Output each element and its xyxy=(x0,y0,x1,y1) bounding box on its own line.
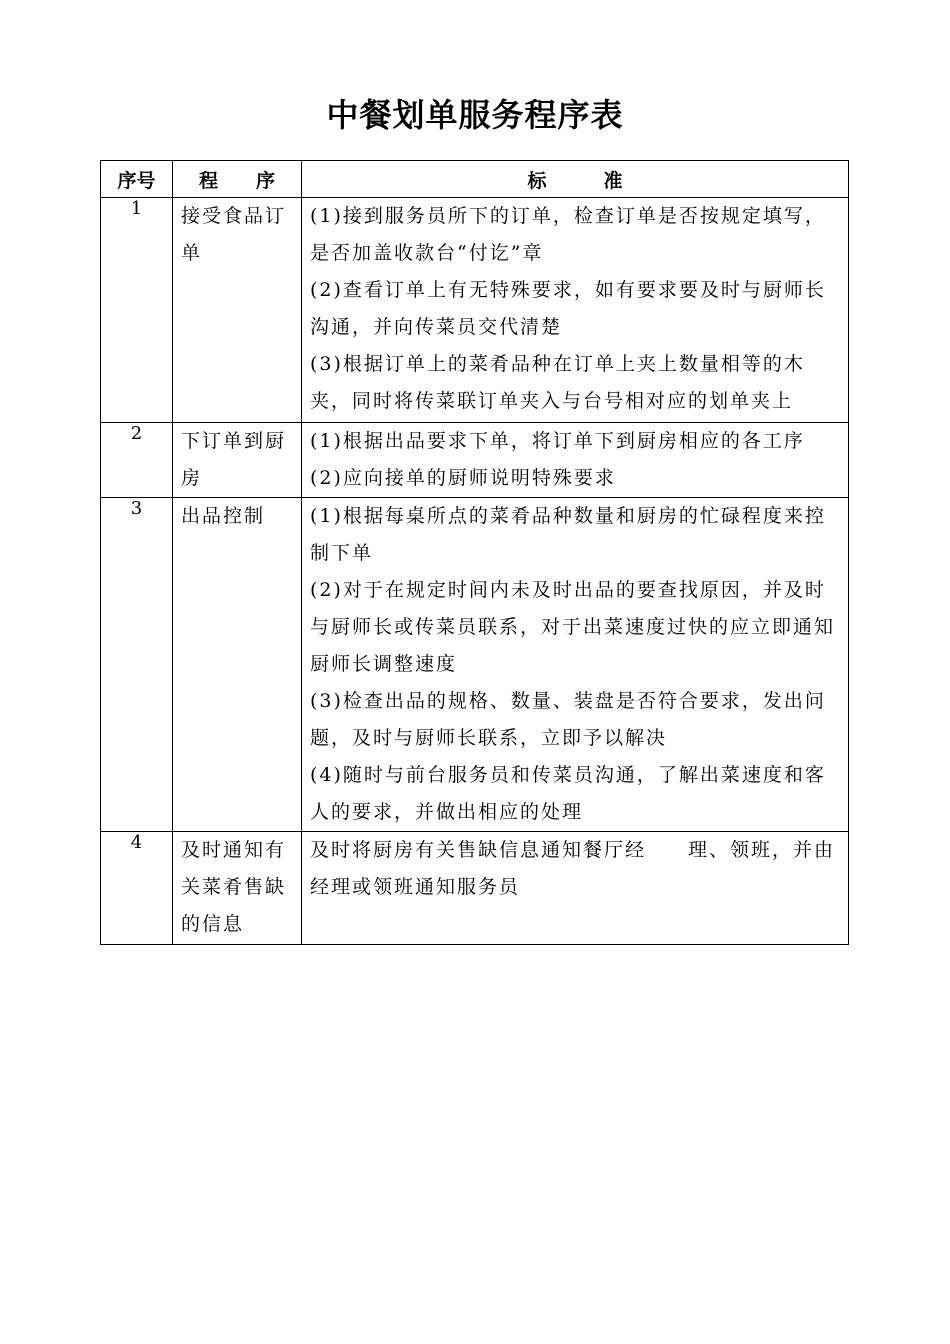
standard-cell xyxy=(302,832,849,945)
row-number: 1 xyxy=(101,198,173,423)
procedure-name: 接受食品订单 xyxy=(173,198,302,423)
header-procedure: 程 序 xyxy=(173,161,302,198)
table-row xyxy=(101,498,849,832)
procedure-name: 出品控制 xyxy=(173,498,302,832)
header-no: 序号 xyxy=(101,161,173,198)
standard-item: (4)随时与前台服务员和传菜员沟通，了解出菜速度和客人的要求，并做出相应的处理 xyxy=(310,764,826,823)
table-row xyxy=(101,832,849,945)
procedure-name: 下订单到厨房 xyxy=(173,423,302,498)
standard-cell xyxy=(302,498,849,832)
standard-item: (1)根据出品要求下单，将订单下到厨房相应的各工序 xyxy=(310,430,805,452)
standard-cell xyxy=(302,198,849,423)
standard-cell xyxy=(302,423,849,498)
page-title: 中餐划单服务程序表 xyxy=(326,96,624,134)
standard-item: (2)应向接单的厨师说明特殊要求 xyxy=(310,467,616,489)
standard-item: (1)接到服务员所下的订单，检查订单是否按规定填写，是否加盖收款台“付讫”章 xyxy=(310,205,826,264)
standard-item: (3)检查出品的规格、数量、装盘是否符合要求，发出问题，及时与厨师长联系，立即予以解决 xyxy=(310,690,826,749)
procedure-table xyxy=(100,160,849,945)
table-row xyxy=(101,198,849,423)
procedure-name: 及时通知有关菜肴售缺的信息 xyxy=(173,832,302,945)
standard-item: (2)查看订单上有无特殊要求，如有要求要及时与厨师长沟通，并向传菜员交代清楚 xyxy=(310,279,826,338)
row-number: 2 xyxy=(101,423,173,498)
header-standard: 标 准 xyxy=(302,161,849,198)
row-number: 3 xyxy=(101,498,173,832)
standard-item: (2)对于在规定时间内未及时出品的要查找原因，并及时与厨师长或传菜员联系，对于出菜速度过快的应立即通知厨师长调整速度 xyxy=(310,579,836,675)
standard-item: (3)根据订单上的菜肴品种在订单上夹上数量相等的木夹，同时将传菜联订单夹入与台号相对应的划单夹上 xyxy=(310,353,805,412)
table-header-row xyxy=(101,161,849,198)
standard-item: 及时将厨房有关售缺信息通知餐厅经 理、领班，并由经理或领班通知服务员 xyxy=(310,839,836,898)
table-row xyxy=(101,423,849,498)
row-number: 4 xyxy=(101,832,173,945)
standard-item: (1)根据每桌所点的菜肴品种数量和厨房的忙碌程度来控制下单 xyxy=(310,505,826,564)
